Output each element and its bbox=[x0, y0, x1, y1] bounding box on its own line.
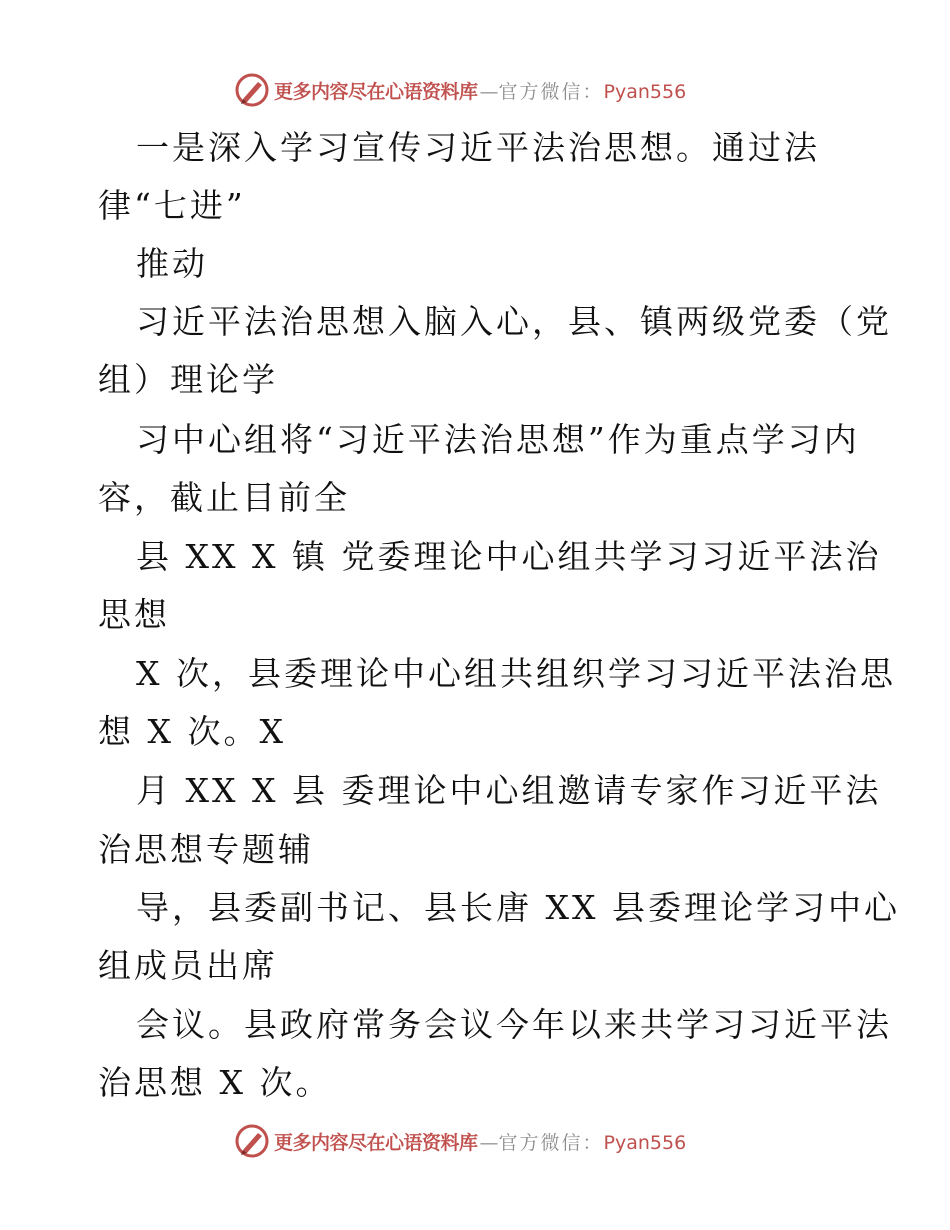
body-line: 组成员出席 bbox=[98, 946, 278, 985]
body-line: 导，县委副书记、县长唐 XX 县委理论学习中心 bbox=[136, 888, 900, 927]
body-line: 律“七进” bbox=[98, 186, 246, 225]
header-banner-wechat-id: Pyan556 bbox=[603, 80, 687, 103]
body-line: 推动 bbox=[136, 244, 208, 283]
footer-banner-text bbox=[274, 1128, 686, 1155]
footer-banner bbox=[234, 1121, 686, 1161]
footer-banner-wechat-id: Pyan556 bbox=[603, 1131, 687, 1154]
header-banner-brand: 更多内容尽在心语资料库 bbox=[274, 80, 478, 103]
body-line: 县 XX X 镇 党委理论中心组共学习习近平法治 bbox=[136, 537, 882, 576]
footer-banner-dash: — bbox=[479, 1131, 497, 1154]
body-line: 会议。县政府常务会议今年以来共学习习近平法 bbox=[136, 1005, 892, 1044]
body-line: 一是深入学习宣传习近平法治思想。通过法 bbox=[136, 128, 820, 167]
footer-banner-brand: 更多内容尽在心语资料库 bbox=[274, 1131, 478, 1154]
body-line: 习近平法治思想入脑入心，县、镇两级党委（党 bbox=[136, 302, 892, 341]
body-line: 治思想专题辅 bbox=[98, 830, 314, 869]
body-line: 月 XX X 县 委理论中心组邀请专家作习近平法 bbox=[136, 771, 882, 810]
body-line: 容，截止目前全 bbox=[98, 478, 350, 517]
body-line: X 次，县委理论中心组共组织学习习近平法治思 bbox=[136, 654, 896, 693]
body-line: 习中心组将“习近平法治思想”作为重点学习内 bbox=[136, 420, 860, 459]
body-line: 组）理论学 bbox=[98, 360, 278, 399]
body-line: 治思想 X 次。 bbox=[98, 1063, 332, 1102]
footer-banner-official: 官方微信： bbox=[498, 1131, 604, 1154]
body-line: 思想 bbox=[98, 595, 170, 634]
pen-circle-logo-icon bbox=[234, 1123, 270, 1159]
body-line: 想 X 次。X bbox=[98, 712, 286, 751]
header-banner-dash: — bbox=[479, 80, 497, 103]
header-banner-official: 官方微信： bbox=[498, 80, 604, 103]
